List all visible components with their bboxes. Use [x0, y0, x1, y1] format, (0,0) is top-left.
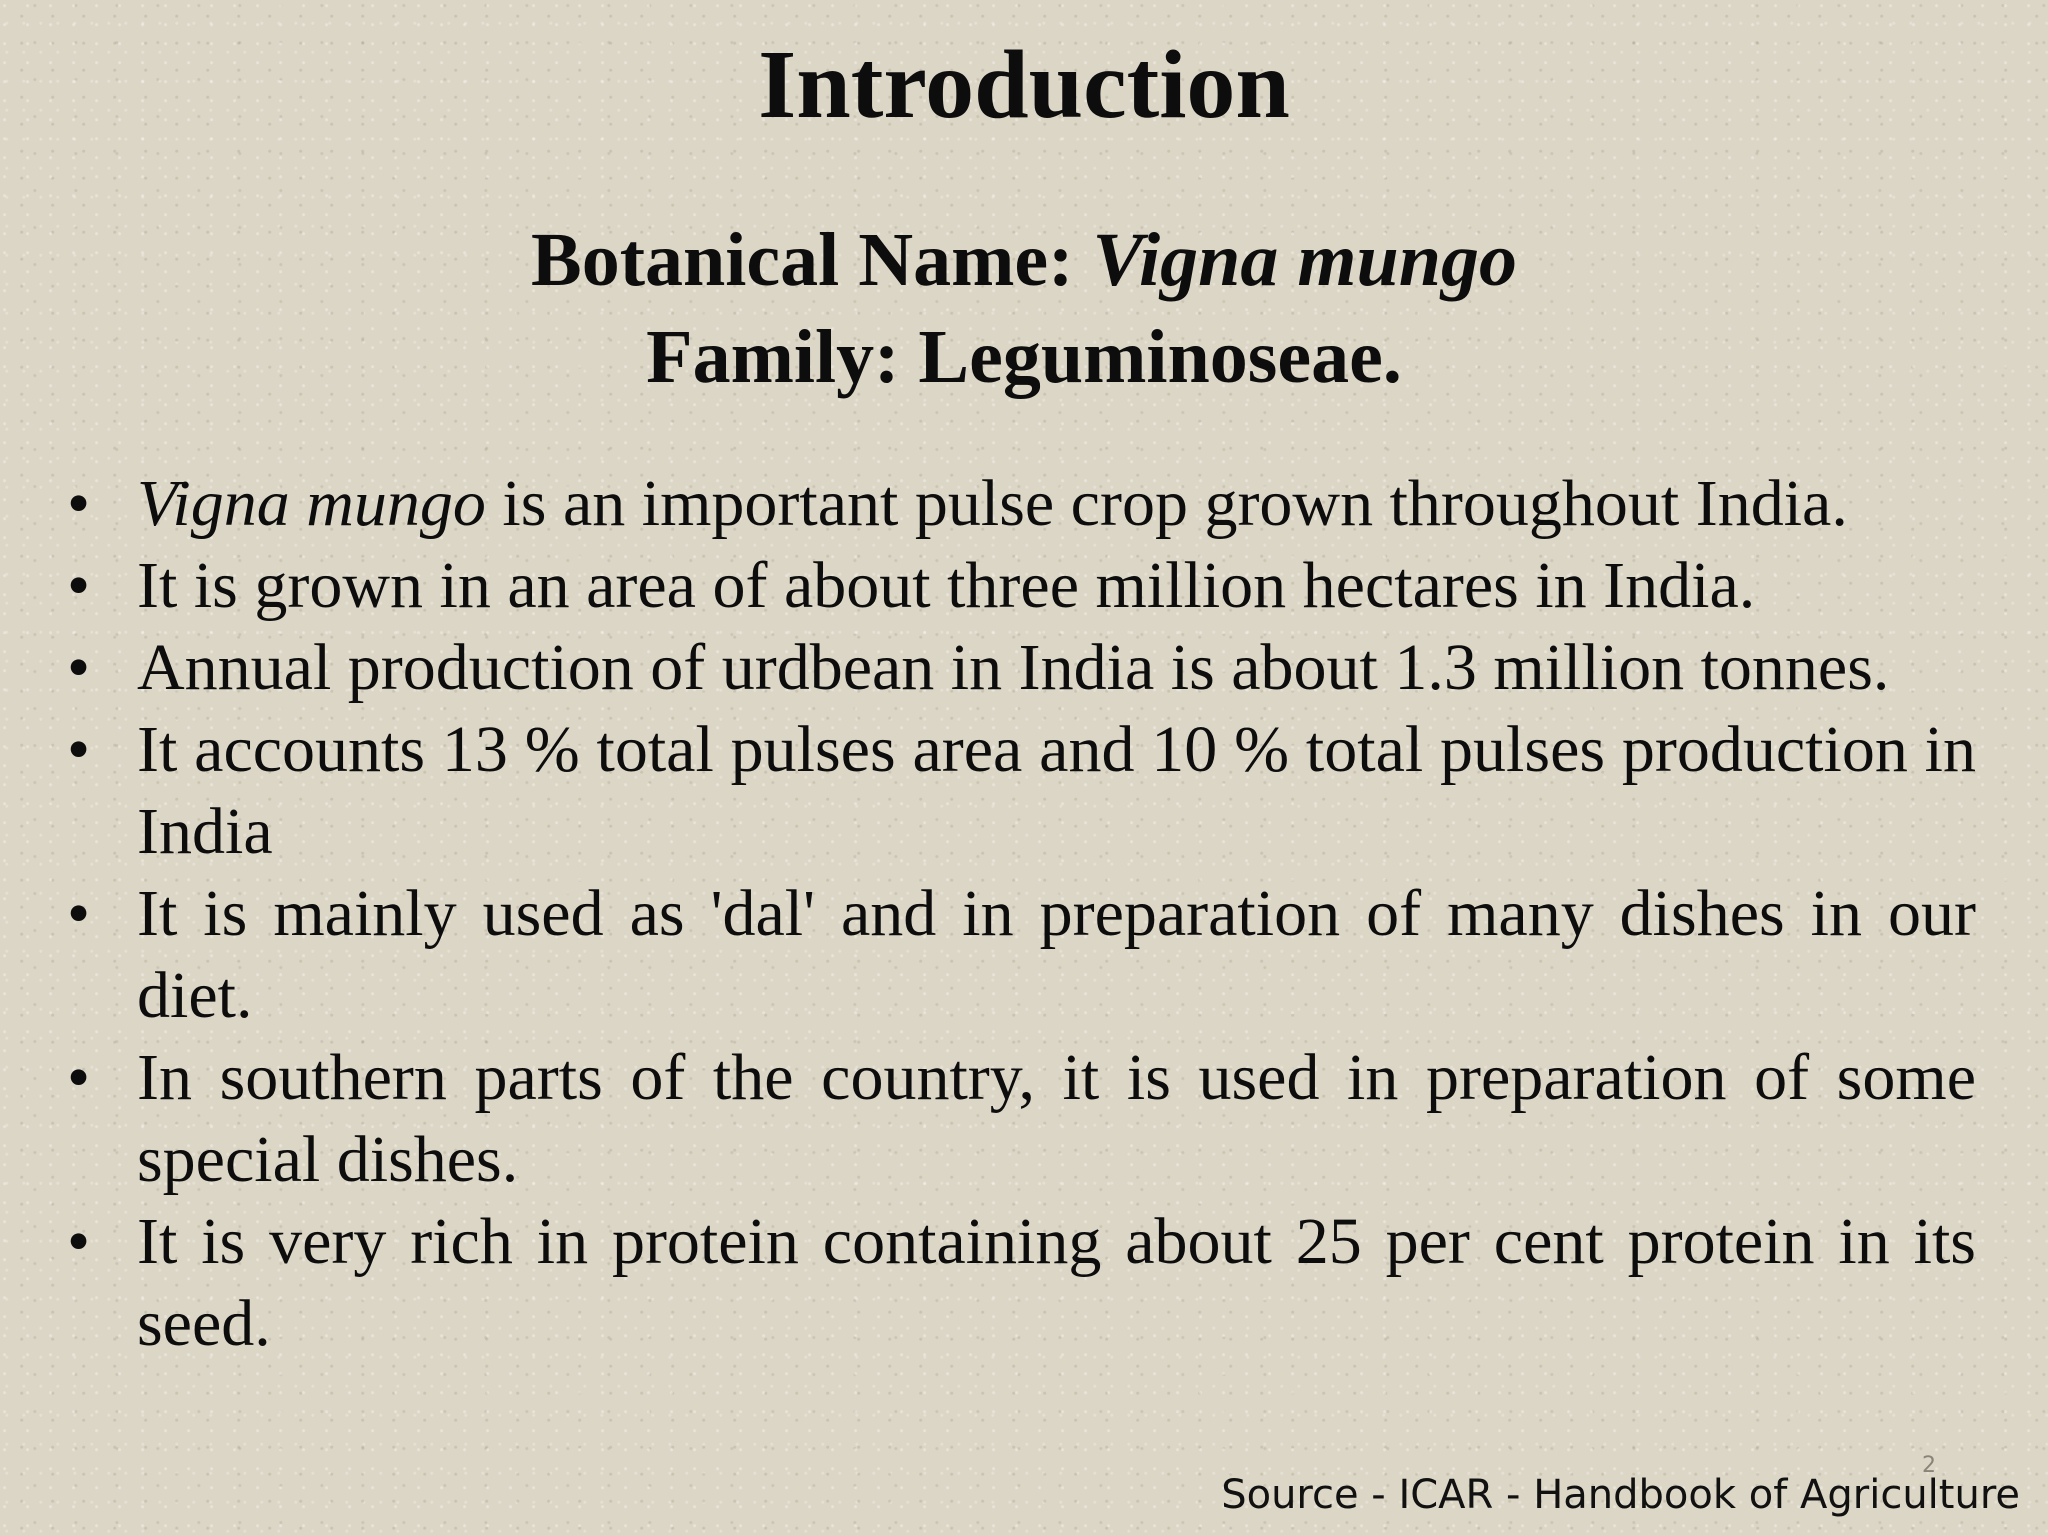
- bullet-icon: •: [67, 877, 91, 950]
- bullet-icon: •: [67, 713, 91, 786]
- slide-title: Introduction: [758, 31, 1290, 139]
- bullet-text: It accounts 13 % total pulses area and 10 % total pulses production in India: [137, 713, 1976, 868]
- bullet-icon: •: [67, 631, 91, 704]
- bullet-item-3: [62, 627, 1976, 709]
- botanical-name-line: [0, 215, 2048, 305]
- bullet-text: It is mainly used as 'dal' and in preparation of many dishes in our diet.: [137, 877, 1976, 1032]
- source-citation: Source - ICAR - Handbook of Agriculture: [1221, 1472, 2020, 1518]
- bullet-text: is an important pulse crop grown throughout India.: [485, 467, 1848, 540]
- bullet-icon: •: [67, 467, 91, 540]
- bullet-italic-text: Vigna mungo: [137, 467, 486, 540]
- family-line: Family: Leguminoseae.: [646, 315, 1402, 399]
- bullet-item-1: [62, 463, 1976, 545]
- bullet-icon: •: [67, 1205, 91, 1278]
- bullet-text: It is very rich in protein containing about 25 per cent protein in its seed.: [137, 1205, 1976, 1360]
- page-number: 2: [1922, 1453, 1936, 1478]
- bullet-text: It is grown in an area of about three million hectares in India.: [137, 549, 1756, 622]
- bullet-text: In southern parts of the country, it is used in preparation of some special dishes.: [137, 1041, 1976, 1196]
- bullet-item-7: [62, 1201, 1976, 1365]
- bullet-item-4: [62, 709, 1976, 873]
- botanical-name-value: Vigna mungo: [1092, 218, 1517, 302]
- bullet-text: Annual production of urdbean in India is about 1.3 million tonnes.: [137, 631, 1890, 704]
- bullet-icon: •: [67, 1041, 91, 1114]
- bullet-item-2: [62, 545, 1976, 627]
- bullet-icon: •: [67, 549, 91, 622]
- bullet-item-6: [62, 1037, 1976, 1201]
- bullet-item-5: [62, 873, 1976, 1037]
- botanical-name-label: Botanical Name:: [531, 218, 1093, 302]
- bullet-list: [62, 463, 1976, 1365]
